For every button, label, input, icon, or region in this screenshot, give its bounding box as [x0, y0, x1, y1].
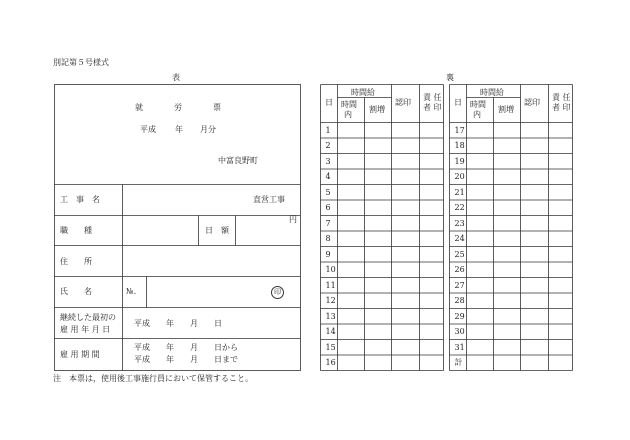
title-char-3: 票	[213, 103, 221, 112]
left-day-label: 4	[325, 172, 331, 181]
left-day-label: 14	[325, 327, 336, 336]
left-day-label: 6	[325, 203, 331, 212]
back-side-label: 裏	[446, 73, 454, 82]
daily-wage-label: 日 額	[205, 226, 229, 235]
left-day-label: 8	[325, 234, 331, 243]
first-hire-label-line2: 雇 用 年 月 日	[60, 325, 111, 334]
right-approval-header: 認印	[524, 98, 540, 107]
left-day-label: 13	[325, 311, 336, 321]
yen-unit: 円	[289, 215, 297, 224]
employment-period-from: 平成 年 月 日から	[134, 343, 238, 352]
left-day-label: 7	[325, 218, 331, 228]
right-day-label: 30	[454, 327, 465, 336]
left-in-hours-line2: 内	[344, 110, 352, 119]
left-day-label: 16	[325, 358, 336, 367]
right-day-label: 23	[454, 218, 465, 228]
period-month: 月分	[200, 125, 216, 134]
right-day-label: 計	[454, 358, 463, 367]
right-day-header: 日	[454, 98, 462, 107]
employment-period-label: 雇 用 期 間	[60, 350, 100, 359]
left-responsible-line1: 責 任	[423, 93, 442, 102]
seal-char: 印	[274, 288, 281, 296]
form-title: 別記第５号様式	[53, 58, 109, 67]
right-hourly-header: 時間給	[480, 88, 504, 97]
address-label: 住 所	[60, 257, 92, 266]
right-day-label: 20	[454, 172, 465, 181]
project-name-label: 工 事 名	[60, 195, 100, 204]
number-label: №.	[126, 287, 137, 296]
left-hourly-header: 時間給	[351, 88, 375, 97]
right-day-label: 21	[454, 187, 465, 197]
left-day-label: 12	[325, 296, 336, 305]
left-day-label: 15	[325, 342, 336, 352]
right-responsible-line2: 者 印	[552, 103, 571, 112]
title-char-2: 労	[174, 103, 182, 112]
period-era: 平成	[140, 125, 156, 134]
left-in-hours-line1: 時間	[341, 100, 357, 109]
left-day-label: 1	[325, 125, 331, 135]
right-day-label: 29	[454, 311, 465, 321]
front-side-label: 表	[172, 73, 180, 82]
footer-note: 注 本票は，使用後工事施行員において保管すること。	[53, 374, 253, 383]
full-name-label: 氏 名	[60, 287, 92, 296]
right-day-label: 31	[454, 342, 465, 352]
left-extra-header: 割増	[369, 105, 385, 114]
right-day-label: 17	[454, 125, 465, 135]
left-day-header: 日	[325, 98, 333, 107]
right-day-label: 19	[454, 156, 465, 166]
left-approval-header: 認印	[395, 98, 411, 107]
right-in-hours-line2: 内	[473, 110, 481, 119]
left-day-label: 11	[325, 280, 336, 290]
right-responsible-line1: 責 任	[552, 93, 571, 102]
left-responsible-line2: 者 印	[423, 103, 442, 112]
period-year: 年	[175, 125, 183, 134]
right-day-label: 26	[454, 265, 465, 274]
left-day-label: 9	[325, 249, 331, 259]
project-name-value: 直営工事	[253, 195, 285, 204]
left-day-label: 10	[325, 265, 336, 274]
town-name: 中富良野町	[218, 156, 258, 165]
employment-period-to: 平成 年 月 日まで	[134, 355, 238, 364]
first-hire-label-line1: 継続した最初の	[60, 313, 116, 322]
job-type-label: 職 種	[60, 226, 92, 235]
right-day-label: 18	[454, 141, 465, 150]
right-day-label: 24	[454, 234, 465, 243]
right-in-hours-line1: 時間	[470, 100, 486, 109]
left-day-label: 2	[325, 141, 331, 150]
left-day-label: 5	[325, 187, 331, 197]
right-day-label: 27	[454, 280, 465, 290]
first-hire-date: 平成 年 月 日	[134, 319, 222, 328]
title-char-1: 就	[135, 103, 143, 112]
left-day-label: 3	[325, 156, 331, 166]
right-extra-header: 割増	[498, 105, 514, 114]
right-day-label: 25	[454, 249, 465, 259]
right-day-label: 28	[454, 296, 465, 305]
right-day-label: 22	[454, 203, 465, 212]
